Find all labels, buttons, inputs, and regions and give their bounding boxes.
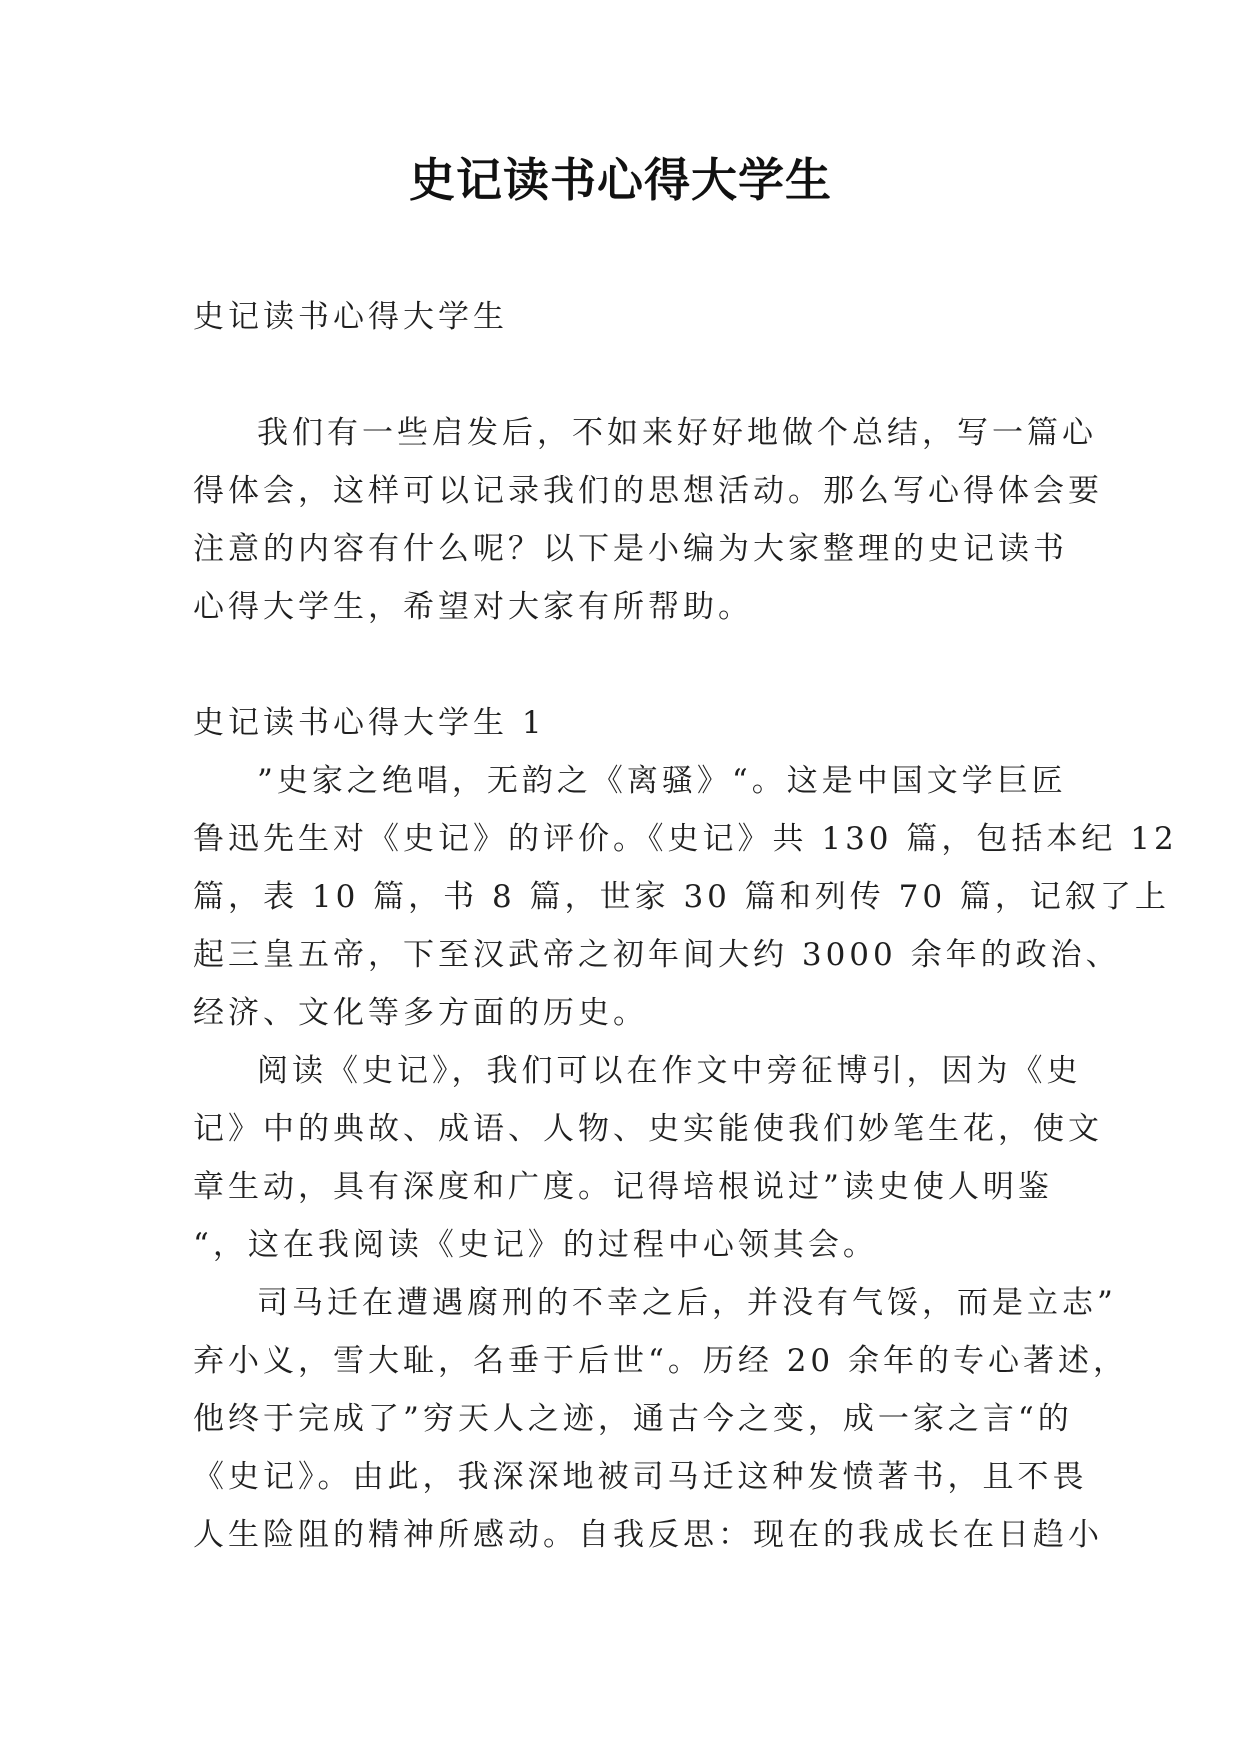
document-subtitle: 史记读书心得大学生 bbox=[193, 299, 508, 335]
paragraph-line: 他终于完成了”穷天人之迹，通古今之变，成一家之言“的 bbox=[193, 1401, 1073, 1437]
paragraph-line: 篇，表 10 篇，书 8 篇，世家 30 篇和列传 70 篇，记叙了上 bbox=[193, 879, 1170, 915]
blank-line bbox=[193, 346, 1055, 404]
paragraph-line: ”史家之绝唱，无韵之《离骚》“。这是中国文学巨匠 bbox=[257, 763, 1067, 799]
paragraph-line: 人生险阻的精神所感动。自我反思：现在的我成长在日趋小 bbox=[193, 1517, 1103, 1553]
paragraph-line: 阅读《史记》，我们可以在作文中旁征博引，因为《史 bbox=[257, 1053, 1082, 1089]
paragraph-line: 弃小义，雪大耻，名垂于后世“。历经 20 余年的专心著述， bbox=[193, 1343, 1128, 1379]
intro-paragraph bbox=[193, 404, 1103, 636]
body-paragraph-2 bbox=[193, 1042, 1103, 1274]
paragraph-line: 起三皇五帝，下至汉武帝之初年间大约 3000 余年的政治、 bbox=[193, 937, 1121, 973]
document-body bbox=[193, 288, 1178, 1564]
document-title: 史记读书心得大学生 bbox=[409, 153, 832, 207]
paragraph-line: 鲁迅先生对《史记》的评价。《史记》共 130 篇，包括本纪 12 bbox=[193, 821, 1178, 857]
intro-line: 注意的内容有什么呢？以下是小编为大家整理的史记读书 bbox=[193, 531, 1068, 567]
paragraph-line: 章生动，具有深度和广度。记得培根说过”读史使人明鉴 bbox=[193, 1169, 1053, 1205]
paragraph-line: 《史记》。由此，我深深地被司马迁这种发愤著书，且不畏 bbox=[193, 1459, 1088, 1495]
paragraph-line: 司马迁在遭遇腐刑的不幸之后，并没有气馁，而是立志” bbox=[257, 1285, 1117, 1321]
intro-line: 得体会，这样可以记录我们的思想活动。那么写心得体会要 bbox=[193, 473, 1103, 509]
intro-line: 心得大学生，希望对大家有所帮助。 bbox=[193, 589, 753, 625]
paragraph-line: 记》中的典故、成语、人物、史实能使我们妙笔生花，使文 bbox=[193, 1111, 1103, 1147]
paragraph-line: 经济、文化等多方面的历史。 bbox=[193, 995, 648, 1031]
paragraph-line: “，这在我阅读《史记》的过程中心领其会。 bbox=[193, 1227, 878, 1263]
section-heading: 史记读书心得大学生 1 bbox=[193, 705, 546, 741]
body-paragraph-3 bbox=[193, 1274, 1128, 1564]
intro-line: 我们有一些启发后，不如来好好地做个总结，写一篇心 bbox=[257, 415, 1097, 451]
body-paragraph-1 bbox=[193, 752, 1178, 1042]
blank-line bbox=[193, 636, 1055, 694]
